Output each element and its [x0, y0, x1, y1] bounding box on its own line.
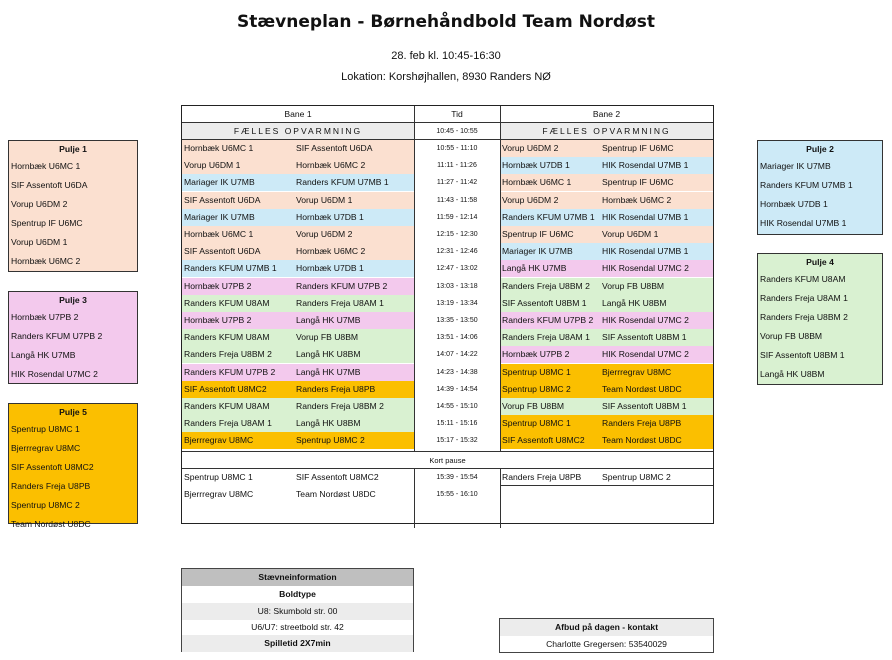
bane2-team-b: Spentrup U8MC 2: [602, 472, 671, 482]
warmup-time: 10:45 - 10:55: [436, 128, 478, 135]
team-name: Hornbæk U7PB 2: [11, 312, 79, 322]
match-time: 15:11 - 15:16: [436, 420, 478, 427]
bane2-team-b: HIK Rosendal U7MB 1: [600, 209, 713, 226]
bane1-team-b: Team Nordøst U8DC: [296, 489, 376, 499]
bane1-team-b: Spentrup U8MC 2: [294, 432, 414, 449]
pulje5-team: [9, 516, 137, 533]
bane2-team-b: Langå HK U8BM: [600, 295, 713, 312]
bane2-team-a: Spentrup U8MC 1: [500, 364, 600, 381]
bane1-team-a: Mariager IK U7MB: [182, 209, 294, 226]
break-row: Kort pause: [429, 456, 466, 465]
bane1-team-b: Langå HK U7MB: [294, 312, 414, 329]
team-name: Randers Freja U8AM 1: [760, 293, 848, 303]
bane1-team-a: Randers KFUM U7PB 2: [182, 364, 294, 381]
team-name: Spentrup U8MC 2: [11, 500, 80, 510]
page-title: Stævneplan - Børnehåndbold Team Nordøst: [237, 12, 655, 32]
match-time: 15:17 - 15:32: [436, 437, 478, 444]
schedule-table: [181, 105, 714, 524]
pulje3-team: [9, 347, 137, 364]
bane1-team-b: Hornbæk U7DB 1: [294, 209, 414, 226]
bane1-team-a: Hornbæk U7PB 2: [182, 278, 294, 295]
team-name: Randers KFUM U7MB 1: [760, 180, 853, 190]
pulje3-team: [9, 328, 137, 345]
bane1-team-a: Bjerrregrav U8MC: [182, 432, 294, 449]
tid-header: Tid: [451, 109, 463, 119]
pulje5-title: Pulje 5: [59, 407, 87, 417]
bane2-team-b: Hornbæk U6MC 2: [600, 192, 713, 209]
grid-line: [414, 468, 415, 528]
bane2-team-a: Randers Freja U8AM 1: [500, 329, 600, 346]
pulje2-title: Pulje 2: [806, 144, 834, 154]
match-time: 13:51 - 14:06: [436, 334, 478, 341]
bane1-team-b: Vorup U6DM 1: [294, 192, 414, 209]
bane2-team-b: Vorup FB U8BM: [600, 278, 713, 295]
bane2-team-a: Spentrup IF U6MC: [500, 226, 600, 243]
pool-box-pulje5: [8, 403, 138, 529]
bane2-team-a: SIF Assentoft U8BM 1: [500, 295, 600, 312]
match-time: 14:07 - 14:22: [436, 351, 478, 358]
match-time: 11:11 - 11:26: [437, 162, 477, 169]
bane1-team-a: Hornbæk U6MC 1: [182, 226, 294, 243]
pulje3-title: Pulje 3: [59, 295, 87, 305]
pulje4-team: [758, 290, 882, 307]
bane1-team-b: Langå HK U8BM: [294, 346, 414, 363]
event-location: Lokation: Korshøjhallen, 8930 Randers NØ: [341, 71, 551, 83]
grid-line: [500, 106, 501, 451]
bane2-team-b: Bjerrregrav U8MC: [600, 364, 713, 381]
bane2-team-b: Spentrup IF U6MC: [600, 140, 713, 157]
match-time: 12:31 - 12:46: [436, 248, 478, 255]
match-time: 13:03 - 13:18: [436, 283, 478, 290]
bane2-team-b: [600, 486, 713, 503]
info-title: Stævneinformation: [182, 569, 413, 586]
pulje4-title: Pulje 4: [806, 257, 834, 267]
bane1-team-a: Randers KFUM U8AM: [182, 329, 294, 346]
bane2-team-a: Vorup FB U8BM: [500, 398, 600, 415]
pulje2-team: [758, 177, 882, 194]
bane2-team-a: Hornbæk U7PB 2: [500, 346, 600, 363]
match-time: 13:35 - 13:50: [436, 317, 478, 324]
team-name: Spentrup U8MC 1: [11, 424, 80, 434]
bane2-team-a: Randers Freja U8BM 2: [500, 278, 600, 295]
bane1-header: Bane 1: [284, 109, 312, 119]
grid-line: [500, 485, 713, 486]
pulje1-team: [9, 196, 137, 213]
grid-line: [182, 468, 713, 469]
team-name: Randers KFUM U7PB 2: [11, 331, 103, 341]
bane2-team-a: SIF Assentoft U8MC2: [500, 432, 600, 449]
bane1-team-b: Hornbæk U6MC 2: [294, 243, 414, 260]
match-time: 12:15 - 12:30: [436, 231, 478, 238]
match-time: 11:59 - 12:14: [436, 214, 478, 221]
bane1-team-a: Randers Freja U8BM 2: [182, 346, 294, 363]
bane2-team-a: Randers Freja U8PB: [502, 472, 582, 482]
bane2-team-b: HIK Rosendal U7MB 1: [600, 243, 713, 260]
team-name: Spentrup IF U6MC: [11, 218, 83, 228]
bane1-team-a: SIF Assentoft U6DA: [182, 243, 294, 260]
bane1-team-b: Randers KFUM U7MB 1: [294, 174, 414, 191]
bane1-team-b: Langå HK U7MB: [294, 364, 414, 381]
pulje2-team: [758, 158, 882, 175]
info-boldtype: Boldtype: [279, 589, 316, 599]
bane1-team-b: Randers Freja U8PB: [294, 381, 414, 398]
grid-line: [182, 451, 713, 452]
bane1-team-a: Hornbæk U6MC 1: [182, 140, 294, 157]
team-name: Vorup FB U8BM: [760, 331, 823, 341]
bane1-team-a: SIF Assentoft U6DA: [182, 192, 294, 209]
grid-line: [182, 139, 713, 140]
team-name: HIK Rosendal U7MB 1: [760, 218, 847, 228]
pulje1-team: [9, 215, 137, 232]
bane1-team-a: Bjerrregrav U8MC: [184, 489, 254, 499]
pulje5-team: [9, 421, 137, 438]
contact-person: Charlotte Gregersen: 53540029: [546, 639, 667, 649]
pulje1-team: [9, 177, 137, 194]
bane2-team-b: Randers Freja U8PB: [600, 415, 713, 432]
bane1-team-b: Vorup U6DM 2: [294, 226, 414, 243]
bane2-team-a: Randers KFUM U7PB 2: [500, 312, 600, 329]
bane2-team-b: Team Nordøst U8DC: [600, 381, 713, 398]
pulje2-team: [758, 215, 882, 232]
pool-box-pulje2: [757, 140, 883, 235]
match-time: 14:23 - 14:38: [436, 369, 478, 376]
contact-box: [499, 618, 714, 653]
team-name: Hornbæk U7DB 1: [760, 199, 828, 209]
bane2-team-b: Vorup U6DM 1: [600, 226, 713, 243]
pulje4-team: [758, 347, 882, 364]
bane1-team-a: Randers Freja U8AM 1: [182, 415, 294, 432]
team-name: SIF Assentoft U6DA: [11, 180, 88, 190]
grid-line: [500, 468, 501, 528]
bane2-warmup: FÆLLES OPVARMNING: [500, 123, 713, 140]
team-name: Langå HK U7MB: [11, 350, 76, 360]
bane1-team-b: SIF Assentoft U8MC2: [296, 472, 379, 482]
pulje2-team: [758, 196, 882, 213]
pulje1-team: [9, 158, 137, 175]
bane2-header: Bane 2: [592, 109, 621, 119]
team-name: Vorup U6DM 2: [11, 199, 68, 209]
pulje3-team: [9, 366, 137, 383]
pool-box-pulje4: [757, 253, 883, 385]
match-time: 15:39 - 15:54: [436, 474, 478, 481]
contact-title: Afbud på dagen - kontakt: [500, 619, 713, 636]
bane1-team-b: Langå HK U8BM: [294, 415, 414, 432]
pool-box-pulje3: [8, 291, 138, 384]
bane1-team-a: Vorup U6DM 1: [182, 157, 294, 174]
bane2-team-b: HIK Rosendal U7MC 2: [600, 260, 713, 277]
match-time: 10:55 - 11:10: [436, 145, 478, 152]
bane1-team-b: Randers KFUM U7PB 2: [294, 278, 414, 295]
bane2-team-b: Spentrup IF U6MC: [600, 174, 713, 191]
bane2-team-a: Langå HK U7MB: [500, 260, 600, 277]
match-time: 13:19 - 13:34: [436, 300, 478, 307]
bane2-team-b: HIK Rosendal U7MB 1: [600, 157, 713, 174]
bane1-team-b: Hornbæk U6MC 2: [294, 157, 414, 174]
team-name: Randers KFUM U8AM: [760, 274, 846, 284]
bane1-team-a: Randers KFUM U7MB 1: [182, 260, 294, 277]
pulje5-team: [9, 459, 137, 476]
bane2-team-a: Vorup U6DM 2: [500, 140, 600, 157]
info-spilletid: Spilletid 2X7min: [182, 635, 413, 652]
info-box: [181, 568, 414, 652]
pulje4-team: [758, 271, 882, 288]
match-time: 14:39 - 14:54: [436, 386, 478, 393]
bane1-team-a: SIF Assentoft U8MC2: [182, 381, 294, 398]
bane1-team-a: Mariager IK U7MB: [182, 174, 294, 191]
match-time: 11:43 - 11:58: [436, 197, 478, 204]
bane1-team-a: Randers KFUM U8AM: [182, 295, 294, 312]
bane1-team-b: Randers Freja U8BM 2: [294, 398, 414, 415]
match-time: 15:55 - 16:10: [436, 491, 478, 498]
bane1-team-a: Spentrup U8MC 1: [184, 472, 253, 482]
pulje1-title: Pulje 1: [59, 144, 87, 154]
bane1-warmup: FÆLLES OPVARMNING: [182, 123, 414, 140]
match-time: 11:27 - 11:42: [436, 179, 478, 186]
pulje1-team: [9, 253, 137, 270]
bane2-team-b: SIF Assentoft U8BM 1: [600, 329, 713, 346]
bane2-team-a: Mariager IK U7MB: [500, 243, 600, 260]
team-name: Randers Freja U8BM 2: [760, 312, 848, 322]
pulje4-team: [758, 366, 882, 383]
bane1-team-a: Hornbæk U7PB 2: [182, 312, 294, 329]
team-name: Team Nordøst U8DC: [11, 519, 91, 529]
bane2-team-a: Spentrup U8MC 1: [500, 415, 600, 432]
team-name: Bjerrregrav U8MC: [11, 443, 81, 453]
team-name: Hornbæk U6MC 2: [11, 256, 81, 266]
bane1-team-b: Randers Freja U8AM 1: [294, 295, 414, 312]
team-name: Langå HK U8BM: [760, 369, 825, 379]
bane2-team-a: Randers KFUM U7MB 1: [500, 209, 600, 226]
team-name: Randers Freja U8PB: [11, 481, 91, 491]
bane2-team-a: Vorup U6DM 2: [500, 192, 600, 209]
pulje1-team: [9, 234, 137, 251]
pulje3-team: [9, 309, 137, 326]
bane1-team-b: Vorup FB U8BM: [294, 329, 414, 346]
match-time: 14:55 - 15:10: [436, 403, 478, 410]
info-u67: U6/U7: streetbold str. 42: [251, 622, 344, 632]
team-name: Mariager IK U7MB: [760, 161, 831, 171]
bane2-team-a: Hornbæk U7DB 1: [500, 157, 600, 174]
bane2-team-b: HIK Rosendal U7MC 2: [600, 346, 713, 363]
grid-line: [182, 122, 713, 123]
bane2-team-a: [500, 486, 600, 503]
pool-box-pulje1: [8, 140, 138, 272]
team-name: SIF Assentoft U8BM 1: [760, 350, 845, 360]
bane2-team-b: HIK Rosendal U7MC 2: [600, 312, 713, 329]
grid-line: [414, 106, 415, 451]
pulje5-team: [9, 497, 137, 514]
info-u8: U8: Skumbold str. 00: [182, 603, 413, 620]
bane2-team-b: SIF Assentoft U8BM 1: [600, 398, 713, 415]
bane2-team-b: Team Nordøst U8DC: [600, 432, 713, 449]
bane2-team-a: Spentrup U8MC 2: [500, 381, 600, 398]
bane1-team-a: Randers KFUM U8AM: [182, 398, 294, 415]
pulje4-team: [758, 309, 882, 326]
pulje5-team: [9, 478, 137, 495]
event-date: 28. feb kl. 10:45-16:30: [391, 50, 501, 62]
team-name: Vorup U6DM 1: [11, 237, 68, 247]
bane1-team-b: SIF Assentoft U6DA: [294, 140, 414, 157]
match-time: 12:47 - 13:02: [436, 265, 478, 272]
bane1-team-b: Hornbæk U7DB 1: [294, 260, 414, 277]
team-name: HIK Rosendal U7MC 2: [11, 369, 98, 379]
pulje4-team: [758, 328, 882, 345]
team-name: Hornbæk U6MC 1: [11, 161, 81, 171]
pulje5-team: [9, 440, 137, 457]
bane2-team-a: Hornbæk U6MC 1: [500, 174, 600, 191]
team-name: SIF Assentoft U8MC2: [11, 462, 94, 472]
